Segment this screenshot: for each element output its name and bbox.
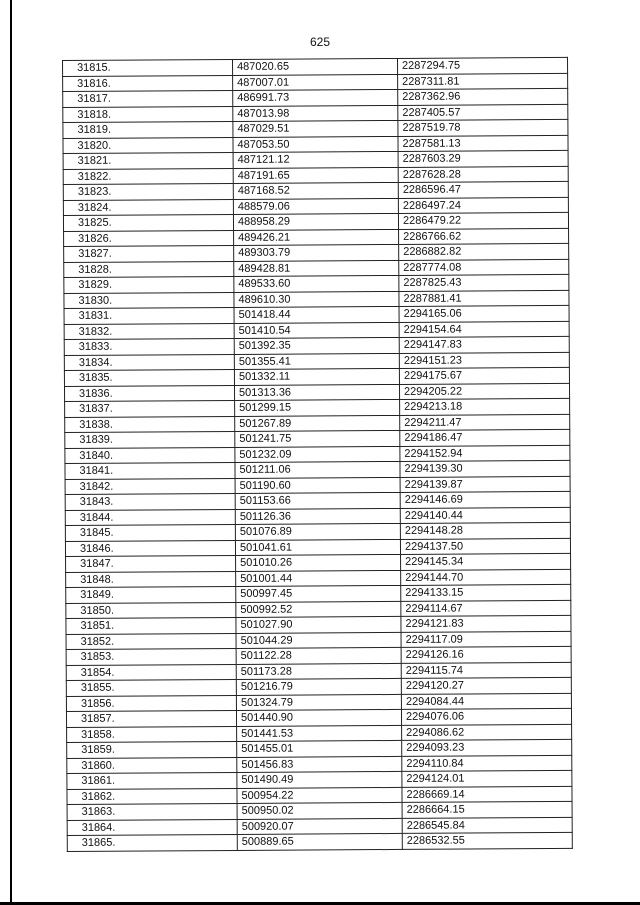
point-number-cell: 31836. [64,385,234,402]
y-coordinate-cell: 2294084.44 [401,693,571,710]
point-number-cell: 31859. [67,741,237,758]
x-coordinate-cell: 501490.49 [237,771,402,788]
x-coordinate-cell: 500920.07 [237,818,402,835]
point-number-cell: 31863. [67,803,237,820]
y-coordinate-cell: 2294076.06 [401,708,571,725]
x-coordinate-cell: 488958.29 [233,213,398,230]
y-coordinate-cell: 2294133.15 [401,584,571,601]
x-coordinate-cell: 501010.26 [236,554,401,571]
x-coordinate-cell: 501027.90 [236,616,401,633]
x-coordinate-cell: 487121.12 [233,151,398,168]
point-number-cell: 31853. [66,648,236,665]
x-coordinate-cell: 501216.79 [236,678,401,695]
y-coordinate-cell: 2286669.14 [402,786,572,803]
x-coordinate-cell: 501267.89 [235,415,400,432]
x-coordinate-cell: 501392.35 [234,337,399,354]
point-number-cell: 31832. [64,323,234,340]
y-coordinate-cell: 2287603.29 [398,150,568,167]
x-coordinate-cell: 501418.44 [234,306,399,323]
y-coordinate-cell: 2286479.22 [398,212,568,229]
x-coordinate-cell: 489303.79 [234,244,399,261]
point-number-cell: 31848. [66,571,236,588]
y-coordinate-cell: 2294114.67 [401,600,571,617]
y-coordinate-cell: 2294137.50 [400,538,570,555]
y-coordinate-cell: 2287311.81 [398,73,568,90]
y-coordinate-cell: 2294139.87 [400,476,570,493]
y-coordinate-cell: 2294205.22 [399,383,569,400]
point-number-cell: 31824. [63,199,233,216]
x-coordinate-cell: 489426.21 [234,229,399,246]
x-coordinate-cell: 489610.30 [234,291,399,308]
point-number-cell: 31860. [67,757,237,774]
x-coordinate-cell: 501440.90 [236,709,401,726]
x-coordinate-cell: 501313.36 [234,384,399,401]
point-number-cell: 31821. [63,152,233,169]
y-coordinate-cell: 2287581.13 [398,135,568,152]
x-coordinate-cell: 501001.44 [236,570,401,587]
point-number-cell: 31845. [65,524,235,541]
x-coordinate-cell: 501153.66 [235,492,400,509]
point-number-cell: 31861. [67,772,237,789]
y-coordinate-cell: 2294124.01 [402,770,572,787]
point-number-cell: 31831. [64,307,234,324]
y-coordinate-cell: 2294165.06 [399,305,569,322]
y-coordinate-cell: 2294213.18 [400,398,570,415]
x-coordinate-cell: 501190.60 [235,477,400,494]
y-coordinate-cell: 2294148.28 [400,522,570,539]
y-coordinate-cell: 2294126.16 [401,646,571,663]
x-coordinate-cell: 487020.65 [232,58,397,75]
x-coordinate-cell: 487168.52 [233,182,398,199]
point-number-cell: 31855. [66,679,236,696]
y-coordinate-cell: 2286882.82 [399,243,569,260]
point-number-cell: 31850. [66,602,236,619]
point-number-cell: 31840. [65,447,235,464]
y-coordinate-cell: 2286766.62 [399,228,569,245]
y-coordinate-cell: 2294086.62 [402,724,572,741]
y-coordinate-cell: 2287774.08 [399,259,569,276]
point-number-cell: 31841. [65,462,235,479]
point-number-cell: 31826. [64,230,234,247]
point-number-cell: 31839. [65,431,235,448]
point-number-cell: 31838. [65,416,235,433]
point-number-cell: 31843. [65,493,235,510]
y-coordinate-cell: 2294147.83 [399,336,569,353]
x-coordinate-cell: 500997.45 [236,585,401,602]
x-coordinate-cell: 489428.81 [234,260,399,277]
x-coordinate-cell: 501355.41 [234,353,399,370]
x-coordinate-cell: 501044.29 [236,632,401,649]
x-coordinate-cell: 500889.65 [237,833,402,850]
y-coordinate-cell: 2294146.69 [400,491,570,508]
y-coordinate-cell: 2287294.75 [397,57,567,74]
y-coordinate-cell: 2286497.24 [398,197,568,214]
point-number-cell: 31854. [66,664,236,681]
table-row [67,832,572,851]
point-number-cell: 31865. [67,834,237,851]
point-number-cell: 31834. [64,354,234,371]
x-coordinate-cell: 501173.28 [236,663,401,680]
point-number-cell: 31842. [65,478,235,495]
point-number-cell: 31828. [64,261,234,278]
y-coordinate-cell: 2287519.78 [398,119,568,136]
point-number-cell: 31858. [67,726,237,743]
coordinates-table [62,57,573,852]
point-number-cell: 31825. [63,214,233,231]
y-coordinate-cell: 2294140.44 [400,507,570,524]
y-coordinate-cell: 2294154.64 [399,321,569,338]
y-coordinate-cell: 2294120.27 [401,677,571,694]
y-coordinate-cell: 2294186.47 [400,429,570,446]
y-coordinate-cell: 2294144.70 [401,569,571,586]
y-coordinate-cell: 2294093.23 [402,739,572,756]
y-coordinate-cell: 2294151.23 [399,352,569,369]
point-number-cell: 31849. [66,586,236,603]
x-coordinate-cell: 501455.01 [237,740,402,757]
x-coordinate-cell: 500992.52 [236,601,401,618]
point-number-cell: 31835. [64,369,234,386]
x-coordinate-cell: 501076.89 [235,523,400,540]
point-number-cell: 31827. [64,245,234,262]
x-coordinate-cell: 501299.15 [235,399,400,416]
point-number-cell: 31837. [65,400,235,417]
y-coordinate-cell: 2294175.67 [399,367,569,384]
point-number-cell: 31817. [63,90,233,107]
x-coordinate-cell: 500950.02 [237,802,402,819]
coordinates-table-body [63,57,573,851]
point-number-cell: 31829. [64,276,234,293]
y-coordinate-cell: 2294211.47 [400,414,570,431]
x-coordinate-cell: 487191.65 [233,167,398,184]
y-coordinate-cell: 2287362.96 [398,88,568,105]
x-coordinate-cell: 501324.79 [236,694,401,711]
y-coordinate-cell: 2287881.41 [399,290,569,307]
x-coordinate-cell: 487029.51 [233,120,398,137]
y-coordinate-cell: 2286664.15 [402,801,572,818]
point-number-cell: 31818. [63,106,233,123]
x-coordinate-cell: 501232.09 [235,446,400,463]
y-coordinate-cell: 2286532.55 [402,832,572,849]
x-coordinate-cell: 501456.83 [237,756,402,773]
x-coordinate-cell: 501126.36 [235,508,400,525]
x-coordinate-cell: 486991.73 [233,89,398,106]
x-coordinate-cell: 488579.06 [233,198,398,215]
y-coordinate-cell: 2294115.74 [401,662,571,679]
x-coordinate-cell: 501211.06 [235,461,400,478]
y-coordinate-cell: 2287628.28 [398,166,568,183]
point-number-cell: 31862. [67,788,237,805]
y-coordinate-cell: 2294139.30 [400,460,570,477]
point-number-cell: 31864. [67,819,237,836]
point-number-cell: 31846. [65,540,235,557]
y-coordinate-cell: 2286545.84 [402,817,572,834]
point-number-cell: 31823. [63,183,233,200]
point-number-cell: 31819. [63,121,233,138]
point-number-cell: 31816. [63,75,233,92]
y-coordinate-cell: 2294117.09 [401,631,571,648]
point-number-cell: 31822. [63,168,233,185]
x-coordinate-cell: 500954.22 [237,787,402,804]
point-number-cell: 31857. [66,710,236,727]
x-coordinate-cell: 489533.60 [234,275,399,292]
point-number-cell: 31856. [66,695,236,712]
page-left-edge [10,0,12,905]
point-number-cell: 31852. [66,633,236,650]
y-coordinate-cell: 2287405.57 [398,104,568,121]
point-number-cell: 31833. [64,338,234,355]
x-coordinate-cell: 501332.11 [234,368,399,385]
y-coordinate-cell: 2286596.47 [398,181,568,198]
point-number-cell: 31847. [66,555,236,572]
x-coordinate-cell: 501441.53 [237,725,402,742]
point-number-cell: 31844. [65,509,235,526]
y-coordinate-cell: 2294121.83 [401,615,571,632]
point-number-cell: 31830. [64,292,234,309]
page-number: 625 [309,35,331,49]
point-number-cell: 31851. [66,617,236,634]
x-coordinate-cell: 501041.61 [235,539,400,556]
x-coordinate-cell: 487053.50 [233,136,398,153]
y-coordinate-cell: 2287825.43 [399,274,569,291]
x-coordinate-cell: 501241.75 [235,430,400,447]
y-coordinate-cell: 2294110.84 [402,755,572,772]
x-coordinate-cell: 487013.98 [233,105,398,122]
x-coordinate-cell: 487007.01 [233,74,398,91]
point-number-cell: 31815. [63,59,233,76]
y-coordinate-cell: 2294145.34 [401,553,571,570]
y-coordinate-cell: 2294152.94 [400,445,570,462]
x-coordinate-cell: 501410.54 [234,322,399,339]
x-coordinate-cell: 501122.28 [236,647,401,664]
point-number-cell: 31820. [63,137,233,154]
